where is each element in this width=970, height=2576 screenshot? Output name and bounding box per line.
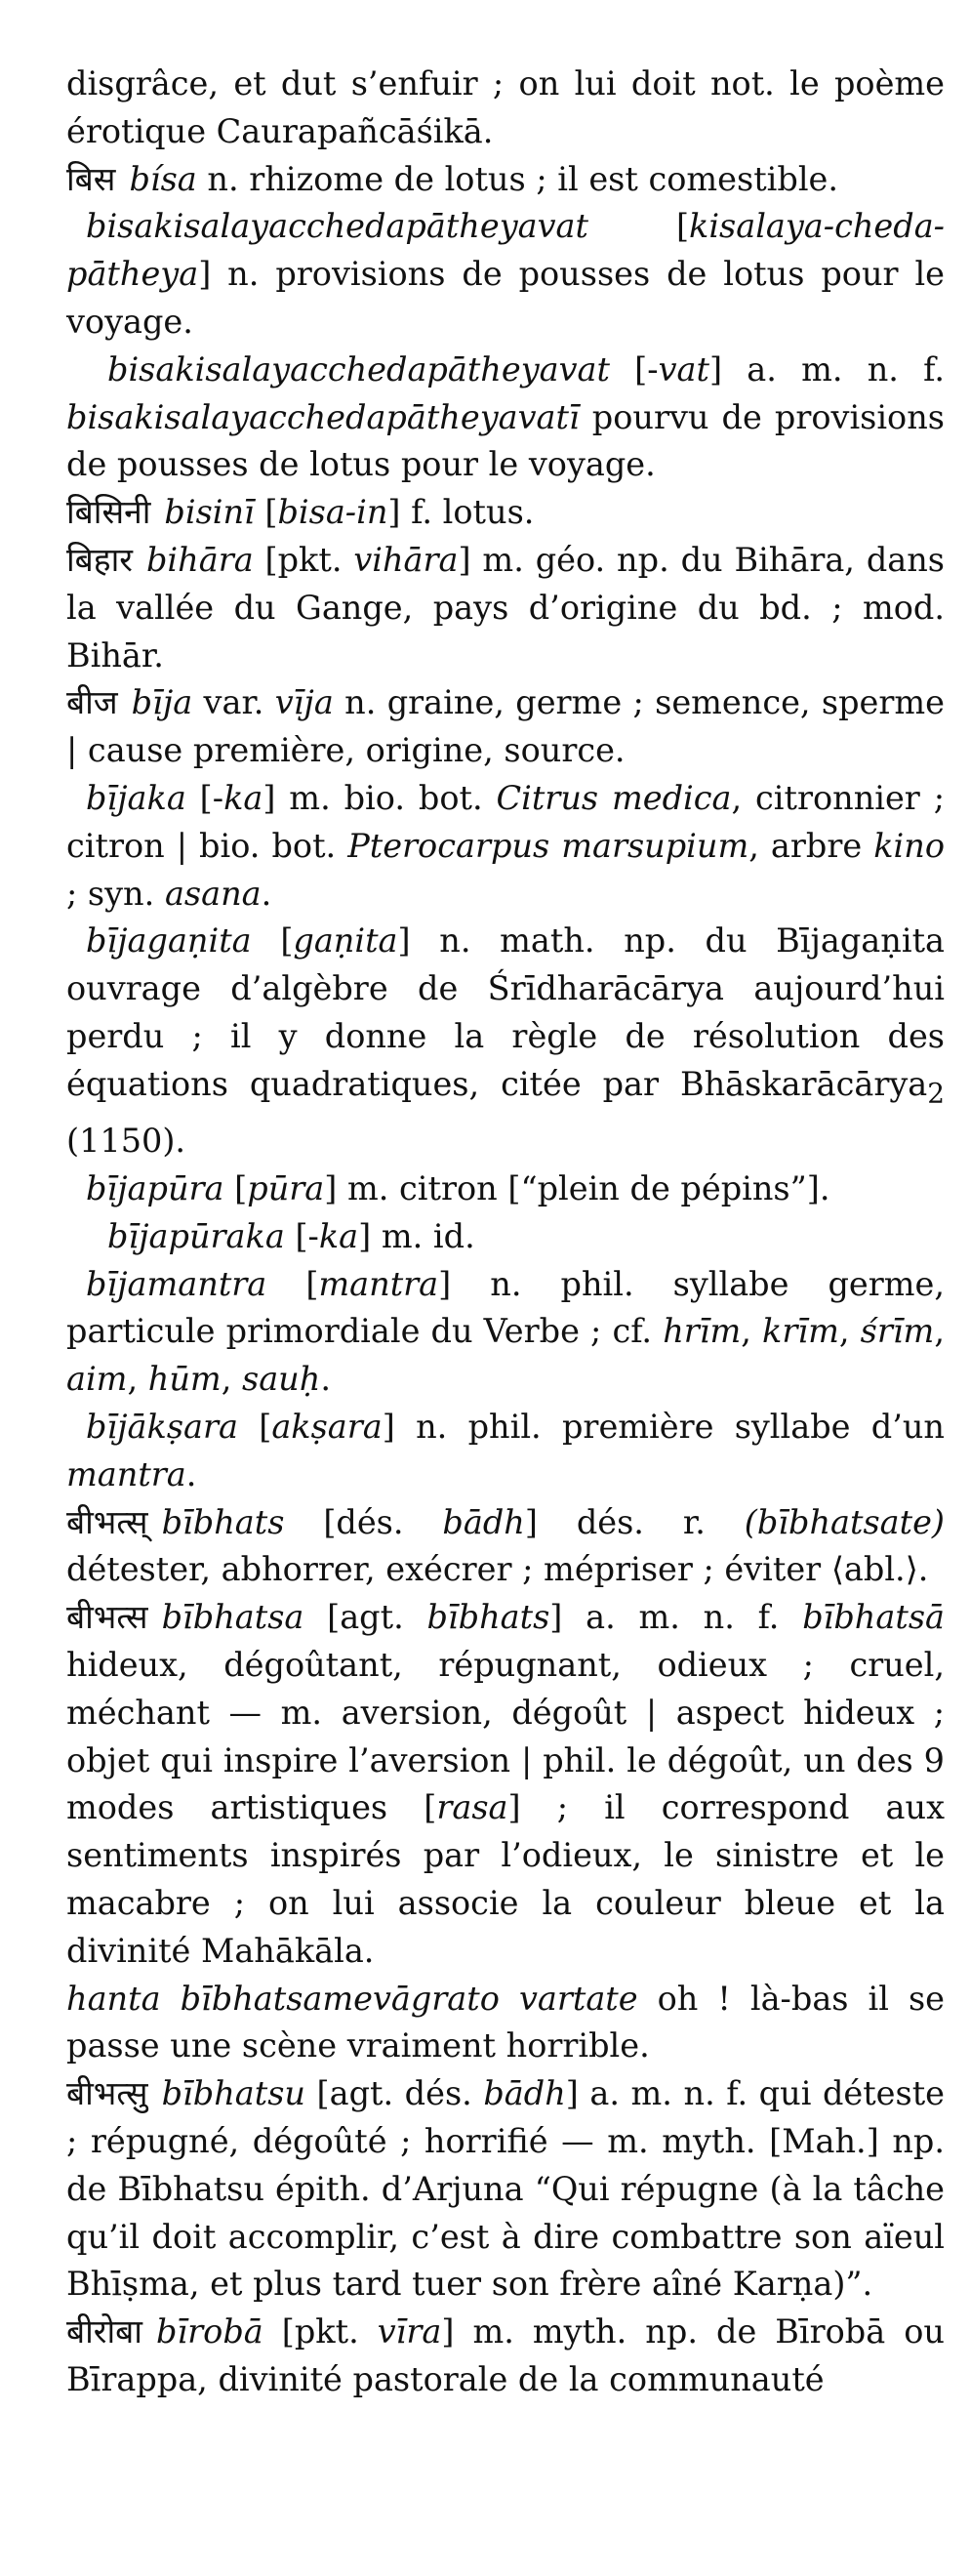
subentry-bijamantra bbox=[66, 1261, 945, 1404]
italic-text: Pterocarpus marsupium bbox=[347, 826, 749, 865]
subentry-bijapura bbox=[66, 1165, 945, 1213]
italic-text: vīra bbox=[377, 2312, 442, 2351]
italic-text: bījamantra bbox=[86, 1264, 267, 1303]
body-text: , bbox=[838, 1312, 861, 1351]
italic-text: Citrus medica bbox=[496, 778, 732, 817]
headword-devanagari: बिहार bbox=[66, 540, 133, 579]
body-text: ] a. m. n. f. qui déteste ; répugné, dégoûté ; horrifié — m. myth. [Mah.] np. de Bībhatsu épith. d’Arjuna “Qui répugne (à la tâche qu’il doit accomplir, c’est à dire combattre son aïeul Bhīṣma, et plus tard tuer son frère aîné Karṇa)”. bbox=[66, 2074, 945, 2304]
body-text: ] n. phil. première syllabe d’un bbox=[382, 1408, 945, 1446]
italic-text: bisakisalayacchedapātheyavatī bbox=[66, 397, 580, 436]
body-text: , bbox=[934, 1312, 945, 1351]
body-text: ] m. géo. np. du Bihāra, dans la vallée du Gange, pays d’origine du bd. ; mod. Bihār. bbox=[66, 540, 945, 675]
italic-text: akṣara bbox=[271, 1408, 383, 1446]
body-text: ] n. math. np. du Bījagaṇita ouvrage d’algèbre de Śrīdharācārya aujourd’hui perdu ; il y donne la règle de résolution des équations quadratiques, citée par Bhāskarācārya bbox=[66, 921, 946, 1103]
body-text: ] f. lotus. bbox=[387, 493, 535, 532]
subentry-bijaka bbox=[66, 775, 945, 918]
headword-devanagari: बीभत्स bbox=[66, 1598, 148, 1637]
body-text: ] m. citron [“plein de pépins”]. bbox=[324, 1169, 830, 1208]
italic-text: rasa bbox=[436, 1788, 508, 1827]
headword-devanagari: बीभत्सु bbox=[66, 2074, 148, 2113]
italic-text: bādh bbox=[442, 1502, 525, 1541]
italic-text: bībhatsā bbox=[802, 1598, 945, 1637]
headword-devanagari: बिस bbox=[66, 159, 116, 198]
body-text: pourvu de provisions de pousses de lotus pour le voyage. bbox=[66, 397, 945, 484]
headword-devanagari: बिसिनी bbox=[66, 493, 151, 532]
italic-text: bisakisalayacchedapātheyavat bbox=[86, 207, 588, 246]
entry-bija bbox=[66, 679, 945, 775]
italic-text: bībhatsu bbox=[161, 2074, 305, 2113]
subscript-text: 2 bbox=[927, 1077, 945, 1110]
italic-text: aim bbox=[66, 1360, 128, 1399]
body-text: , arbre bbox=[748, 826, 874, 865]
italic-text: gaṇita bbox=[293, 921, 398, 961]
body-text: ] dés. r. bbox=[524, 1502, 745, 1541]
italic-text: bībhats bbox=[161, 1502, 285, 1541]
body-text: . bbox=[320, 1360, 331, 1399]
subentry-bisakisalaya-1 bbox=[66, 203, 945, 346]
italic-text: bījākṣara bbox=[86, 1408, 238, 1446]
body-text: [pkt. bbox=[253, 540, 354, 579]
body-text: ] n. phil. syllabe germe, particule primordiale du Verbe ; cf. bbox=[66, 1264, 946, 1351]
italic-text: mantra bbox=[318, 1264, 439, 1303]
italic-text: bisakisalayacchedapātheyavat bbox=[107, 349, 610, 388]
body-text: détester, abhorrer, exécrer ; mépriser ; éviter ⟨abl.⟩. bbox=[66, 1550, 929, 1589]
body-text: [dés. bbox=[284, 1502, 443, 1541]
italic-text: bījaka bbox=[86, 778, 186, 817]
headword-devanagari: बीरोबा bbox=[66, 2312, 142, 2351]
body-text: ] a. m. n. f. bbox=[708, 349, 945, 388]
body-text: [pkt. bbox=[263, 2312, 378, 2351]
italic-text: vīja bbox=[274, 683, 334, 722]
body-text: , bbox=[741, 1312, 763, 1351]
body-text: (1150). bbox=[66, 1122, 186, 1161]
italic-text: sauḥ bbox=[242, 1360, 321, 1399]
italic-text: asana bbox=[164, 874, 262, 913]
italic-text: bādh bbox=[483, 2074, 566, 2113]
italic-text: bisinī bbox=[164, 493, 255, 532]
headword-devanagari: बीभत्स् bbox=[66, 1502, 148, 1541]
body-text: var. bbox=[192, 683, 275, 722]
body-text: [ bbox=[254, 493, 278, 532]
body-text: , bbox=[127, 1360, 148, 1399]
body-text: [ bbox=[266, 1264, 319, 1303]
italic-text: bisa-in bbox=[277, 493, 388, 532]
entry-bisa bbox=[66, 156, 945, 204]
italic-text: hūm bbox=[147, 1360, 222, 1399]
body-text: ] n. provisions de pousses de lotus pour le voyage. bbox=[66, 255, 945, 341]
body-text: [agt. bbox=[303, 1598, 427, 1637]
body-text: . bbox=[185, 1454, 197, 1493]
body-text: hideux, dégoûtant, répugnant, odieux ; cruel, méchant — m. aversion, dégoût | aspect hideux ; objet qui inspire l’aversion | phil. le dégoût, un des 9 modes artistiques [ bbox=[66, 1645, 945, 1827]
italic-text: kisalaya-cheda-pātheya bbox=[66, 207, 945, 294]
italic-text: bīja bbox=[131, 683, 193, 722]
subentry-bisakisalaya-2 bbox=[66, 347, 945, 489]
body-text: [- bbox=[609, 349, 659, 388]
body-text: , citronnier ; citron | bio. bot. bbox=[66, 778, 945, 865]
body-text: ; syn. bbox=[66, 874, 165, 913]
italic-text: hanta bībhatsamevāgrato vartate bbox=[66, 1979, 638, 2018]
body-text: ] ; il correspond aux sentiments inspirés par l’odieux, le sinistre et le macabre ; on lui associe la couleur bleue et la divinité Mahākāla. bbox=[66, 1788, 945, 1970]
italic-text: bihāra bbox=[145, 540, 254, 579]
italic-text: ka bbox=[223, 778, 263, 817]
entry-bibhatsu bbox=[66, 2070, 945, 2309]
headword-devanagari: बीज bbox=[66, 683, 118, 722]
italic-text: bībhats bbox=[426, 1598, 550, 1637]
body-text: [ bbox=[587, 207, 690, 246]
entry-continuation bbox=[66, 61, 945, 156]
italic-text: bīrobā bbox=[156, 2312, 263, 2351]
italic-text: vihāra bbox=[353, 540, 459, 579]
italic-text: bísa bbox=[129, 159, 197, 198]
body-text: ] m. id. bbox=[358, 1216, 475, 1255]
entry-bibhatsa bbox=[66, 1594, 945, 1975]
italic-text: krīm bbox=[762, 1312, 839, 1351]
entry-biroba bbox=[66, 2309, 945, 2404]
italic-text: mantra bbox=[66, 1454, 186, 1493]
body-text: [ bbox=[237, 1408, 272, 1446]
italic-text: hrīm bbox=[663, 1312, 742, 1351]
italic-text: (bībhatsate) bbox=[744, 1502, 945, 1541]
body-text: n. graine, germe ; semence, sperme | cause première, origine, source. bbox=[66, 683, 945, 770]
body-text: ] a. m. n. f. bbox=[549, 1598, 803, 1637]
italic-text: bībhatsa bbox=[161, 1598, 304, 1637]
body-text: [ bbox=[251, 921, 294, 961]
italic-text: kino bbox=[873, 826, 945, 865]
subentry-bijaksara bbox=[66, 1404, 945, 1499]
italic-text: ka bbox=[318, 1216, 359, 1255]
body-text: , bbox=[221, 1360, 242, 1399]
italic-text: bījagaṇita bbox=[86, 921, 252, 961]
italic-text: vat bbox=[658, 349, 709, 388]
entry-bisini bbox=[66, 489, 945, 537]
body-text: disgrâce, et dut s’enfuir ; on lui doit not. le poème érotique Caurapañcāśikā. bbox=[66, 64, 945, 150]
body-text: [agt. dés. bbox=[304, 2074, 484, 2113]
body-text: [- bbox=[284, 1216, 319, 1255]
italic-text: śrīm bbox=[860, 1312, 935, 1351]
italic-text: bījapūra bbox=[86, 1169, 224, 1208]
body-text: ] m. myth. np. de Bīrobā ou Bīrappa, divinité pastorale de la communauté bbox=[66, 2312, 945, 2398]
body-text: [ bbox=[223, 1169, 248, 1208]
body-text: ] m. bio. bot. bbox=[263, 778, 497, 817]
entry-bihara bbox=[66, 537, 945, 679]
body-text: oh ! là-bas il se passe une scène vraiment horrible. bbox=[66, 1979, 945, 2065]
italic-text: pūra bbox=[247, 1169, 325, 1208]
body-text: [- bbox=[185, 778, 224, 817]
subentry-bijapuraka bbox=[66, 1213, 945, 1261]
body-text: n. rhizome de lotus ; il est comestible. bbox=[196, 159, 839, 198]
body-text: . bbox=[261, 874, 272, 913]
entry-bibhats bbox=[66, 1499, 945, 1595]
example-hanta bbox=[66, 1976, 945, 2071]
italic-text: bījapūraka bbox=[107, 1216, 285, 1255]
subentry-bijaganita bbox=[66, 918, 945, 1165]
